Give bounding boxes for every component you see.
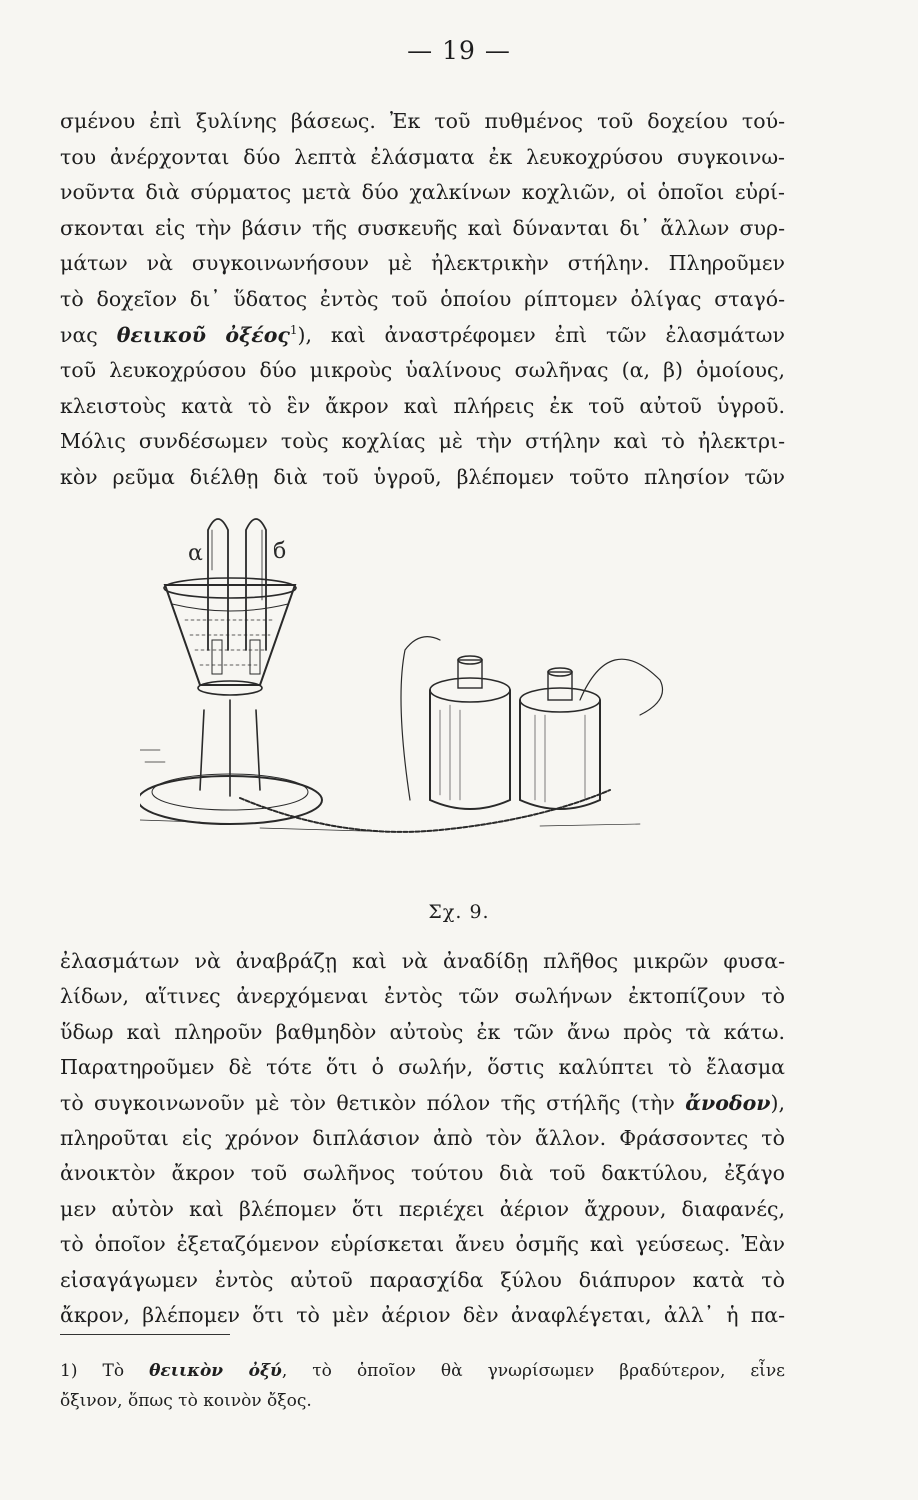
text-line: μάτων νὰ συγκοινωνήσουν μὲ ἠλεκτρικὴν στήλην. Πληροῦμεν: [60, 251, 785, 276]
footnote: [60, 1356, 785, 1416]
battery-cell-right: [520, 700, 600, 809]
text-line: λίδων, αἵτινες ἀνερχόμεναι ἐντὸς τῶν σωλήνων ἐκτοπίζουν τὸ: [60, 984, 785, 1009]
footnote-term: θειικὸν ὀξύ: [149, 1361, 282, 1381]
footnote-line: [60, 1356, 785, 1386]
water-hatching: [185, 620, 275, 665]
wire-lead: [401, 637, 440, 800]
text-line: ἐλασμάτων νὰ ἀναβράζῃ καὶ νὰ ἀναδίδῃ πλῆθος μικρῶν φυσα-: [60, 949, 785, 973]
text-line: μεν αὐτὸν καὶ βλέπομεν ὅτι περιέχει ἀέριον ἄχρουν, διαφανές,: [60, 1196, 785, 1221]
electrode-left: [212, 640, 222, 674]
text-run: νας: [60, 322, 117, 347]
text-line: νοῦντα διὰ σύρματος μετὰ δύο χαλκίνων κοχλιῶν, οἱ ὁποῖοι εὑρί-: [60, 180, 785, 205]
vessel-bottom: [198, 681, 262, 695]
text-line: Μόλις συνδέσωμεν τοὺς κοχλίας μὲ τὴν στήλην καὶ τὸ ἠλεκτρι-: [60, 429, 785, 454]
text-run: ), καὶ ἀναστρέφομεν ἐπὶ τῶν ἐλασμάτων: [297, 322, 785, 347]
text-run: , τὸ ὁποῖον θὰ γνωρίσωμεν βραδύτερον, εἶνε: [281, 1361, 785, 1381]
page-number: — 19 —: [407, 36, 511, 65]
cell-shading: [440, 705, 585, 802]
figure-caption: Σχ. 9.: [428, 901, 490, 923]
text-line: τὸ ὁποῖον ἐξεταζόμενον εὑρίσκεται ἄνευ ὀσμῆς καὶ γεύσεως. Ἐὰν: [60, 1232, 785, 1257]
footnote-marker: 1) Τὸ: [60, 1361, 150, 1381]
text-line: τοῦ λευκοχρύσου δύο μικροὺς ὑαλίνους σωλῆνας (α, β) ὁμοίους,: [60, 358, 785, 383]
label-beta: б: [273, 539, 287, 564]
battery-cell-left-top: [430, 678, 510, 702]
stand-leg: [200, 700, 260, 796]
term-anode: ἄνοδον: [685, 1090, 771, 1115]
text-line: σκονται εἰς τὴν βάσιν τῆς συσκευῆς καὶ δύνανται δι᾽ ἄλλων συρ-: [60, 215, 785, 240]
text-run: τὸ συγκοινωνοῦν μὲ τὸν θετικὸν πόλον τῆς στήλῆς (τὴν: [60, 1090, 686, 1115]
bottom-paragraph: [60, 944, 785, 1333]
text-line: τὸ δοχεῖον δι᾽ ὕδατος ἐντὸς τοῦ ὁποίου ρίπτομεν ὀλίγας σταγό-: [60, 286, 785, 311]
text-line: ἀνοικτὸν ἄκρον τοῦ σωλῆνος τούτου διὰ τοῦ δακτύλου, ἐξάγο: [60, 1161, 785, 1186]
text-line: ὕδωρ καὶ πληροῦν βαθμηδὸν αὐτοὺς ἐκ τῶν ἄνω πρὸς τὰ κάτω.: [60, 1019, 785, 1044]
text-line-anode: [60, 1086, 785, 1121]
glass-vessel: [165, 585, 295, 685]
top-paragraph: [60, 104, 785, 496]
footnote-line: ὄξινον, ὅπως τὸ κοινὸν ὄξος.: [60, 1391, 312, 1411]
term-sulfuric-acid: θειικοῦ ὀξέος: [116, 322, 290, 347]
ground-hatching: [140, 750, 640, 832]
electrolysis-illustration: [140, 500, 780, 880]
text-line: ἄκρον, βλέπομεν ὅτι τὸ μὲν ἀέριον δὲν ἀναφλέγεται, ἀλλ᾽ ἡ πα-: [60, 1303, 785, 1328]
electrode-right: [250, 640, 260, 674]
text-line: κλειστοὺς κατὰ τὸ ἓν ἄκρον καὶ πλήρεις ἐκ τοῦ αὐτοῦ ὑγροῦ.: [60, 393, 785, 418]
tube-gas: [212, 530, 262, 600]
text-line: Παρατηροῦμεν δὲ τότε ὅτι ὁ σωλήν, ὅστις καλύπτει τὸ ἔλασμα: [60, 1055, 785, 1080]
text-line: του ἀνέρχονται δύο λεπτὰ ἐλάσματα ἐκ λευκοχρύσου συγκοινω-: [60, 144, 785, 169]
battery-cell-left: [430, 690, 510, 809]
footnote-ref: 1: [289, 322, 298, 337]
text-run: ),: [770, 1090, 785, 1115]
text-line: πληροῦται εἰς χρόνον διπλάσιον ἀπὸ τὸν ἄλλον. Φράσσοντες τὸ: [60, 1126, 785, 1151]
water-surface: [172, 604, 288, 611]
vessel-rim: [164, 578, 296, 598]
text-line: εἰσαγάγωμεν ἐντὸς αὐτοῦ παρασχίδα ξύλου διάπυρον κατὰ τὸ: [60, 1267, 785, 1292]
text-line: κὸν ρεῦμα διέλθῃ διὰ τοῦ ὑγροῦ, βλέπομεν τοῦτο πλησίον τῶν: [60, 464, 785, 489]
text-line-sulfuric-acid: [60, 318, 785, 354]
text-line: σμένου ἐπὶ ξυλίνης βάσεως. Ἐκ τοῦ πυθμένος τοῦ δοχείου τού-: [60, 109, 785, 133]
label-alpha: α: [188, 541, 203, 566]
footnote-divider: [60, 1334, 230, 1335]
figure-electrolysis-apparatus: [140, 500, 780, 880]
